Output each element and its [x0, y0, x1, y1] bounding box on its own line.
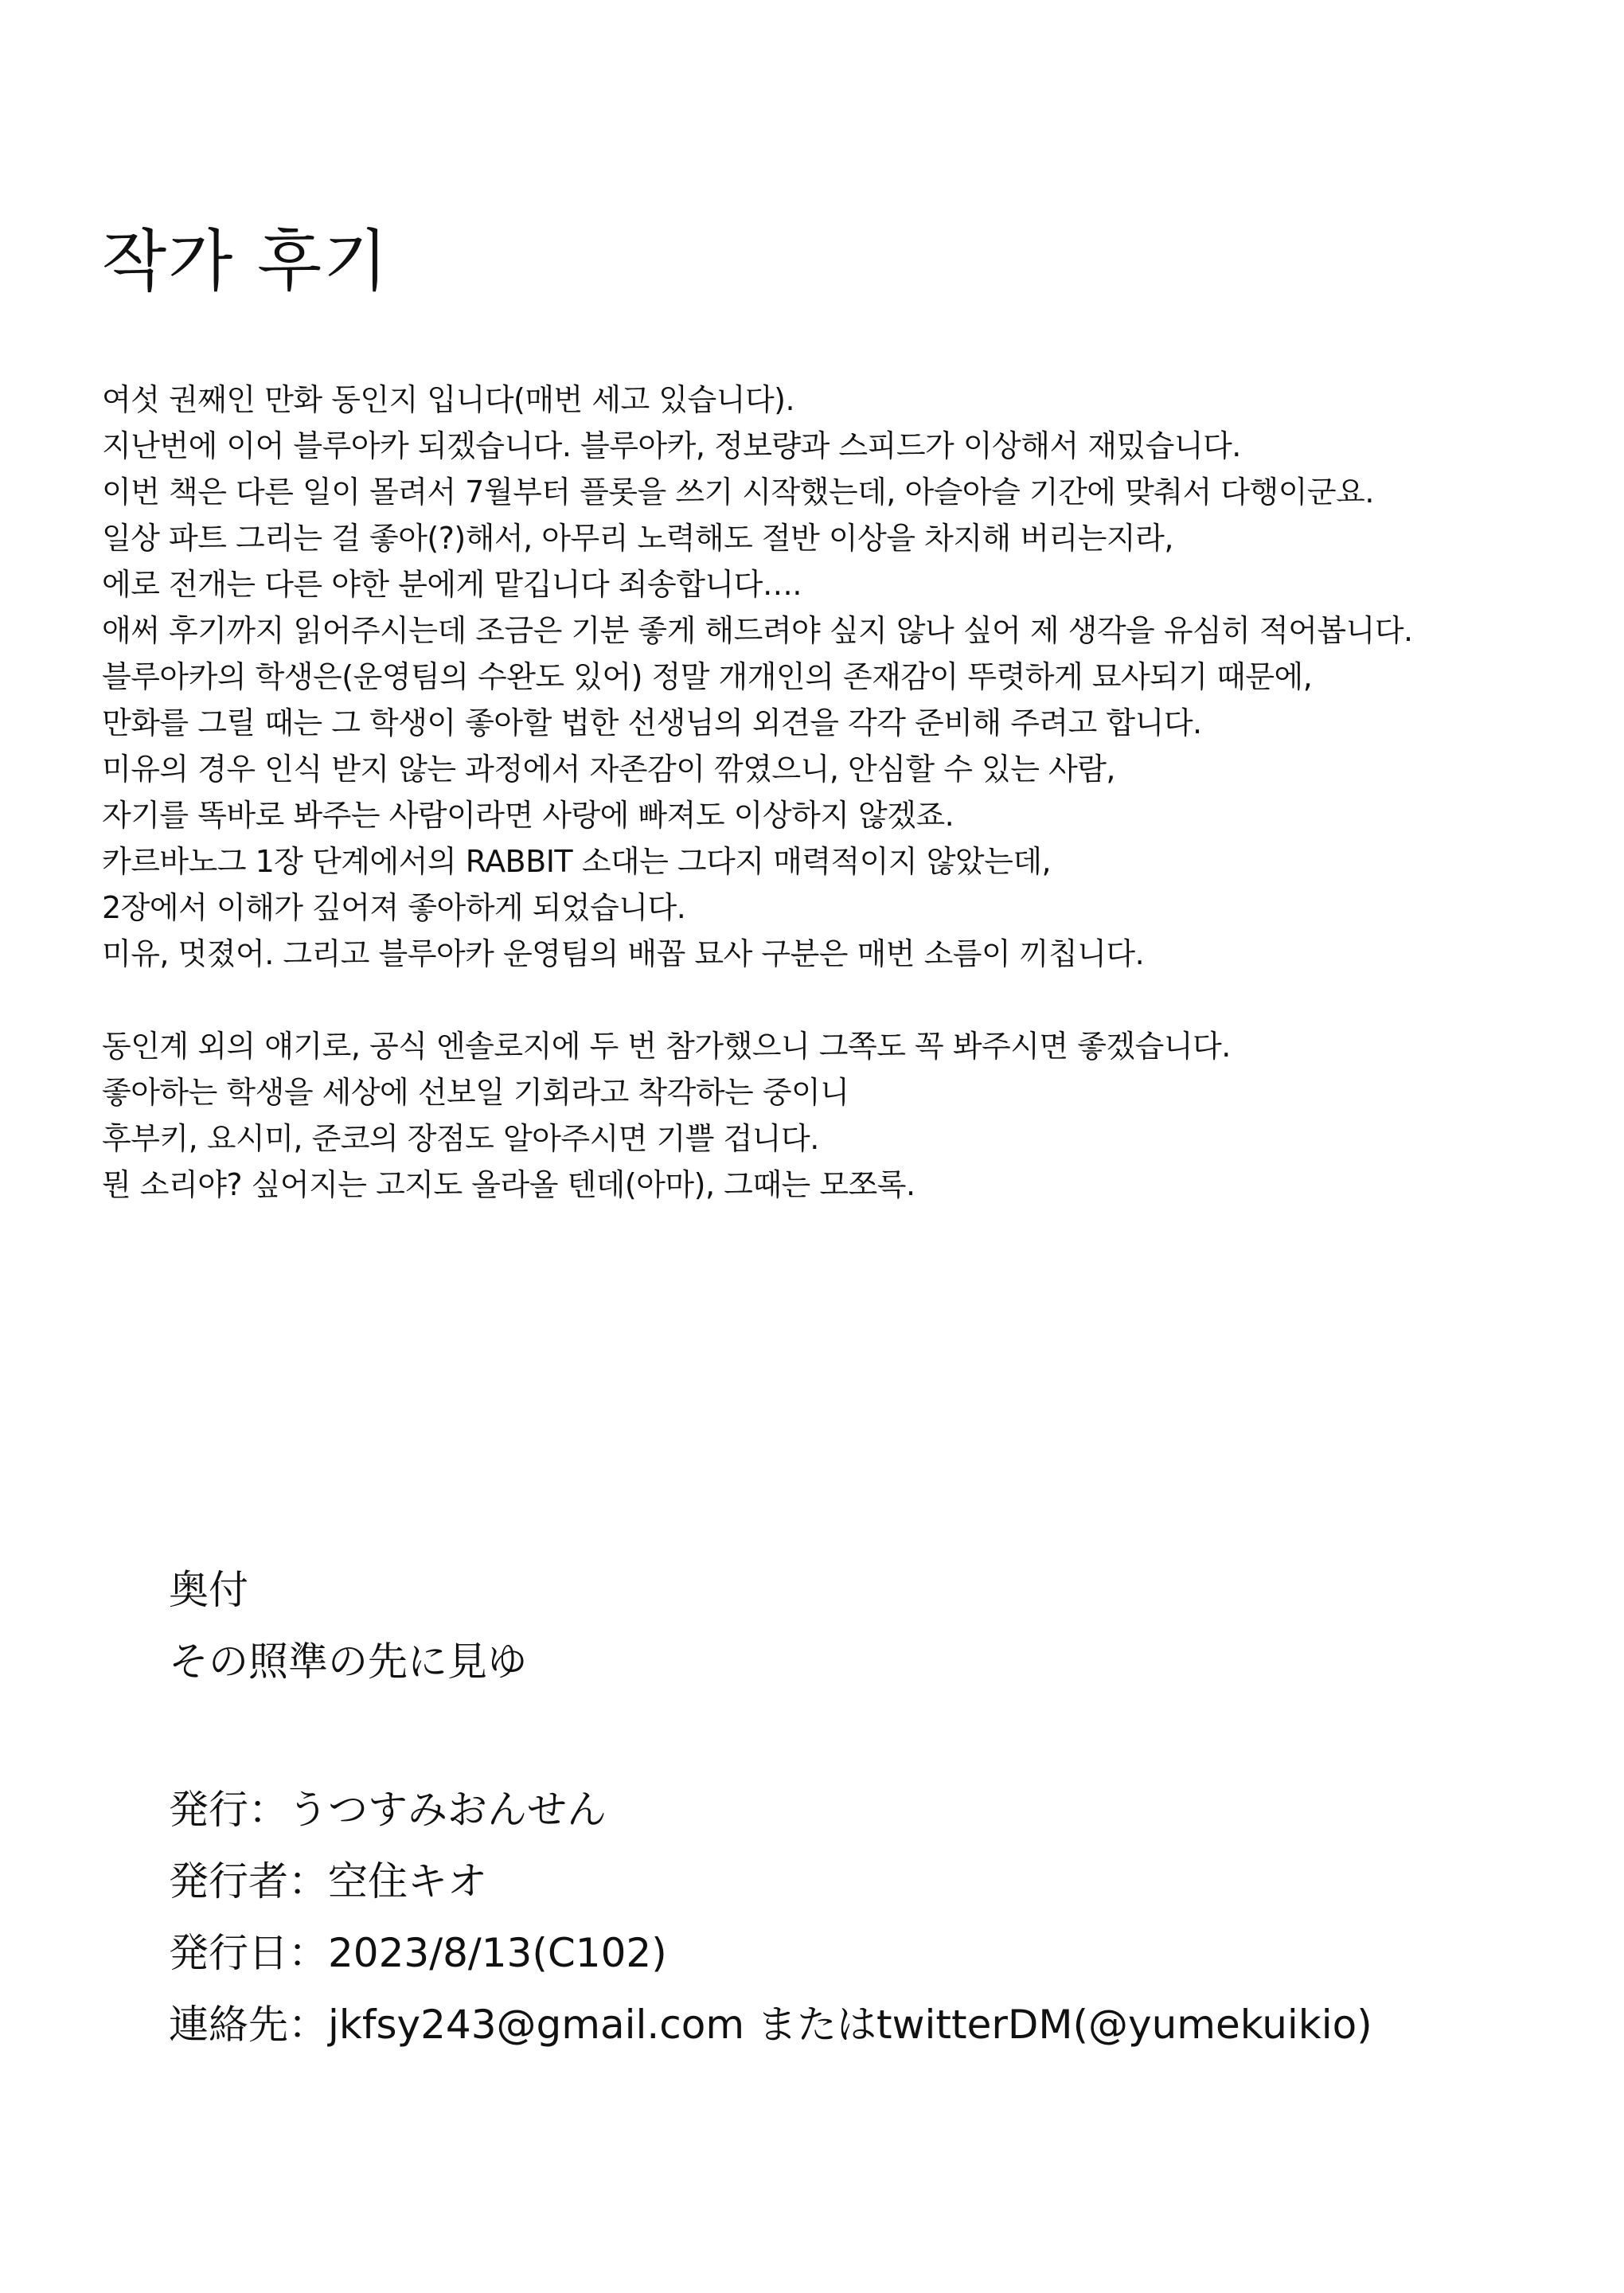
- afterword-line: 여섯 권째인 만화 동인지 입니다(매번 세고 있습니다).: [102, 382, 795, 417]
- colophon-issuer: 発行者：空住キオ: [169, 1858, 487, 1904]
- afterword-line: 만화를 그릴 때는 그 학생이 좋아할 법한 선생님의 외견을 각각 준비해 주려고 합니다.: [102, 705, 1202, 740]
- colophon: [169, 1554, 1570, 2061]
- afterword-line: 미유, 멋졌어. 그리고 블루아카 운영팀의 배꼽 묘사 구분은 매번 소름이 끼칩니다.: [102, 936, 1145, 971]
- afterword-line: 에로 전개는 다른 야한 분에게 맡깁니다 죄송합니다….: [102, 567, 802, 602]
- afterword-line: 애써 후기까지 읽어주시는데 조금은 기분 좋게 해드려야 싶지 않나 싶어 제 생각을 유심히 적어봅니다.: [102, 613, 1413, 648]
- colophon-spacer: [169, 1697, 1570, 1774]
- afterword-line: 자기를 똑바로 봐주는 사람이라면 사랑에 빠져도 이상하지 않겠죠.: [102, 798, 954, 833]
- afterword-line: 지난번에 이어 블루아카 되겠습니다. 블루아카, 정보량과 스피드가 이상해서 재밌습니다.: [102, 428, 1241, 463]
- afterword-line: 블루아카의 학생은(운영팀의 수완도 있어) 정말 개개인의 존재감이 뚜렷하게 묘사되기 때문에,: [102, 659, 1313, 694]
- colophon-date: 発行日：2023/8/13(C102): [169, 1930, 667, 1976]
- colophon-heading: 奥付: [169, 1567, 248, 1613]
- afterword-line: 카르바노그 1장 단계에서의 RABBIT 소대는 그다지 매력적이지 않았는데,: [102, 844, 1052, 879]
- afterword-line: 미유의 경우 인식 받지 않는 과정에서 자존감이 깎였으니, 안심할 수 있는 사람,: [102, 752, 1115, 787]
- colophon-book-title: その照準の先に見ゆ: [169, 1639, 527, 1685]
- afterword-title: 작가 후기: [102, 222, 390, 300]
- afterword-line: 뭔 소리야? 싶어지는 고지도 올라올 텐데(아마), 그때는 모쪼록.: [102, 1167, 915, 1202]
- afterword-paragraph: [102, 1023, 1583, 1208]
- afterword-line: 2장에서 이해가 깊어져 좋아하게 되었습니다.: [102, 890, 686, 925]
- afterword-line: 이번 책은 다른 일이 몰려서 7월부터 플롯을 쓰기 시작했는데, 아슬아슬 기간에 맞춰서 다행이군요.: [102, 475, 1374, 510]
- afterword-paragraph: [102, 377, 1583, 977]
- afterword-line: 일상 파트 그리는 걸 좋아(?)해서, 아무리 노력해도 절반 이상을 차지해 버리는지라,: [102, 521, 1173, 556]
- colophon-contact: 連絡先：jkfsy243@gmail.com またはtwitterDM(@yumekuikio): [169, 2002, 1372, 2048]
- afterword-line: 후부키, 요시미, 준코의 장점도 알아주시면 기쁠 겁니다.: [102, 1121, 819, 1156]
- colophon-publisher: 発行：うつすみおんせん: [169, 1787, 607, 1833]
- afterword-line: 동인계 외의 얘기로, 공식 엔솔로지에 두 번 참가했으니 그쪽도 꼭 봐주시면 좋겠습니다.: [102, 1029, 1231, 1064]
- afterword-line: 좋아하는 학생을 세상에 선보일 기회라고 착각하는 중이니: [102, 1075, 849, 1110]
- afterword-body: [102, 377, 1583, 1208]
